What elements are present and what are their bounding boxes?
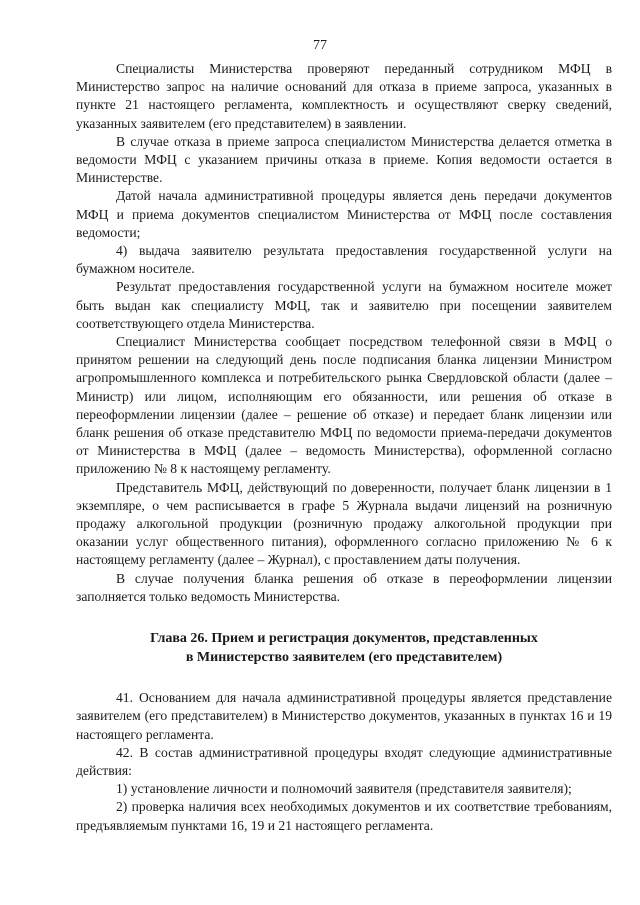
chapter-heading <box>76 630 612 667</box>
page-number: 77 <box>313 38 327 53</box>
paragraph: Специалист Министерства сообщает посредством телефонной связи в МФЦ о принятом решении на следующий день после подписания бланка лицензии Министром агропромышленного комплекса и потребительского рынка Свердловской области (далее – Министр) или лицом, исполняющим его обязанности, или решения об отказе в переоформлении лицензии (далее – решение об отказе) и передает бланк лицензии или бланк решения об отказе представителю МФЦ по ведомости приема-передачи документов от Министерства в МФЦ (далее – ведомость Министерства), оформленной согласно приложению № 8 к настоящему регламенту. <box>76 334 612 477</box>
paragraph: Специалисты Министерства проверяют переданный сотрудником МФЦ в Министерство запрос на наличие оснований для отказа в приеме запроса, указанных в пункте 21 настоящего регламента, комплектность и осуществляют сверку сведений, указанных заявителем (его представителем) в заявлении. <box>76 61 612 131</box>
document-body <box>76 60 612 835</box>
paragraph: Результат предоставления государственной услуги на бумажном носителе может быть выдан как специалисту МФЦ, так и заявителю при посещении заявителем соответствующего отдела Министерства. <box>76 279 612 331</box>
paragraph: В случае получения бланка решения об отказе в переоформлении лицензии заполняется только ведомость Министерства. <box>76 570 612 604</box>
paragraph: 4) выдача заявителю результата предоставления государственной услуги на бумажном носителе. <box>76 243 612 277</box>
paragraph: 42. В состав административной процедуры входят следующие административные действия: <box>76 744 612 778</box>
paragraph: В случае отказа в приеме запроса специалистом Министерства делается отметка в ведомости МФЦ с указанием причины отказа в приеме. Копия ведомости остается в Министерстве. <box>76 133 612 186</box>
paragraph: Представитель МФЦ, действующий по доверенности, получает бланк лицензии в 1 экземпляре, о чем расписывается в графе 5 Журнала выдачи лицензий на розничную продажу алкогольной продукции (розничную продажу алкогольной продукции при оказании услуг общественного питания), оформленного согласно приложению № 6 к настоящему регламенту (далее – Журнал), с проставлением даты получения. <box>76 479 612 568</box>
chapter-heading-line: Глава 26. Прием и регистрация документов, представленных <box>150 631 538 647</box>
paragraph: 2) проверка наличия всех необходимых документов и их соответствие требованиям, предъявляемым пунктами 16, 19 и 21 настоящего регламента. <box>76 799 612 833</box>
paragraph: 41. Основанием для начала административной процедуры является представление заявителем (его представителем) в Министерство документов, указанных в пунктах 16 и 19 настоящего регламента. <box>76 690 612 742</box>
chapter-heading-line: в Министерство заявителем (его представителем) <box>185 649 503 665</box>
paragraph: Датой начала административной процедуры является день передачи документов МФЦ и приема документов специалистом Министерства от МФЦ после составления ведомости; <box>76 188 612 240</box>
paragraph: 1) установление личности и полномочий заявителя (представителя заявителя); <box>116 781 572 797</box>
